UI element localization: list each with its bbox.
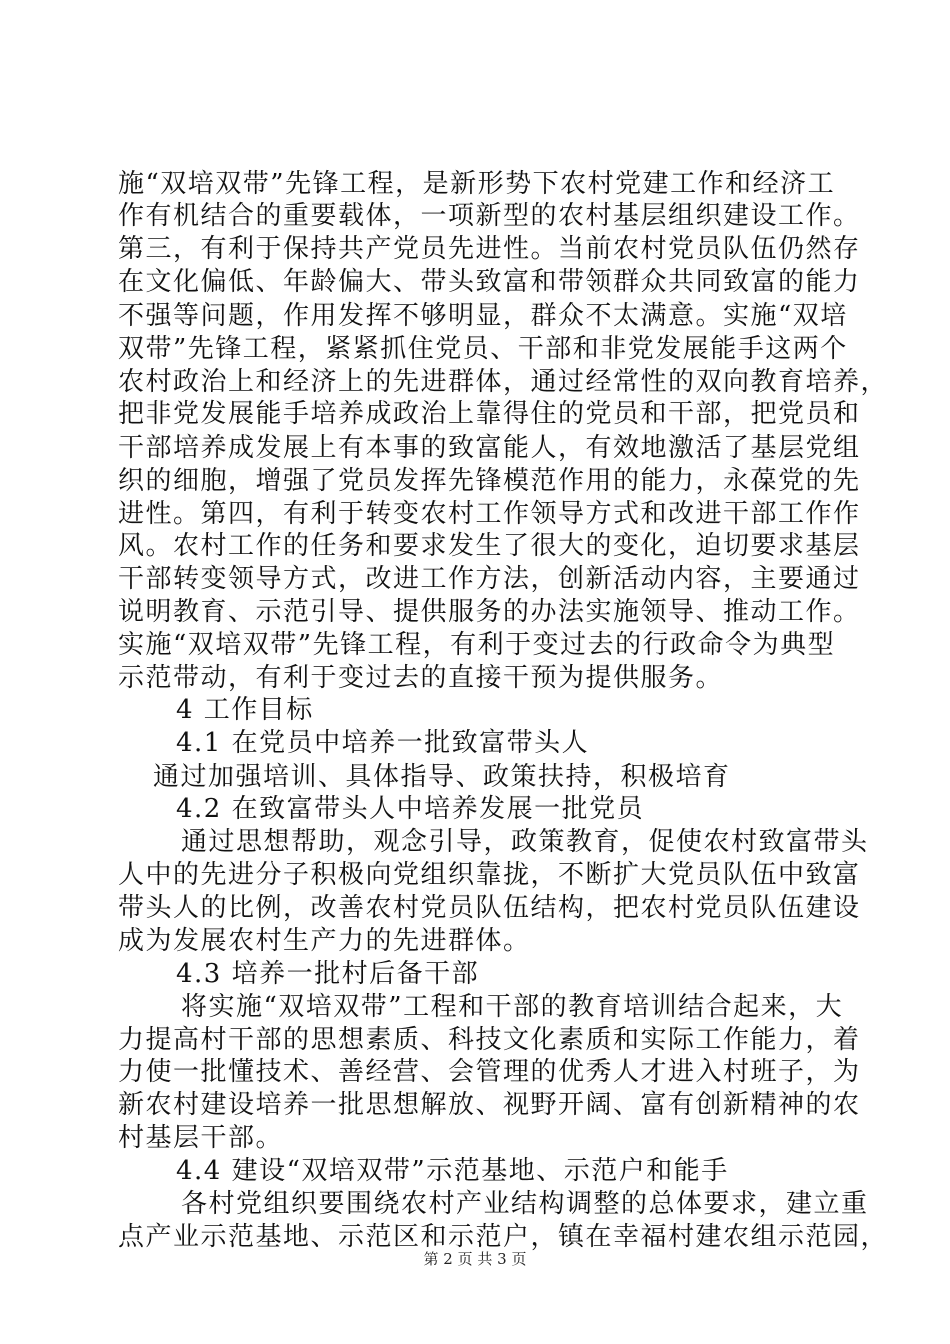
text-line: 把非党发展能手培养成政治上靠得住的党员和干部，把党员和 [118,399,861,429]
text-line: 施“双培双带”先锋工程，是新形势下农村党建工作和经济工 [118,169,836,199]
page-footer: 第 2 页 共 3 页 [423,1250,527,1268]
text-line: 在文化偏低、年龄偏大、带头致富和带领群众共同致富的能力 [118,267,861,297]
text-line: 各村党组织要围绕农村产业结构调整的总体要求，建立重 [181,1189,869,1219]
text-line: 通过思想帮助，观念引导，政策教育，促使农村致富带头 [181,827,869,857]
text-line: 力使一批懂技术、善经营、会管理的优秀人才进入村班子，为 [118,1057,861,1087]
text-line: 风。农村工作的任务和要求发生了很大的变化，迫切要求基层 [118,531,861,561]
text-line: 带头人的比例，改善农村党员队伍结构，把农村党员队伍建设 [118,893,861,923]
text-line: 成为发展农村生产力的先进群体。 [118,926,531,956]
text-line: 说明教育、示范引导、提供服务的办法实施领导、推动工作。 [118,597,861,627]
text-line: 农村政治上和经济上的先进群体，通过经常性的双向教育培养， [118,367,889,397]
text-line: 实施“双培双带”先锋工程，有利于变过去的行政命令为典型 [118,630,836,660]
text-line: 第三，有利于保持共产党员先进性。当前农村党员队伍仍然存 [118,234,861,264]
text-line: 干部培养成发展上有本事的致富能人，有效地激活了基层党组 [118,433,861,463]
text-line: 干部转变领导方式，改进工作方法，创新活动内容，主要通过 [118,564,861,594]
text-line: 人中的先进分子积极向党组织靠拢，不断扩大党员队伍中致富 [118,860,861,890]
text-line: 村基层干部。 [118,1123,284,1153]
text-line: 双带”先锋工程，紧紧抓住党员、干部和非党发展能手这两个 [118,334,848,364]
text-line: 新农村建设培养一批思想解放、视野开阔、富有创新精神的农 [118,1090,861,1120]
text-line: 4.2 在致富带头人中培养发展一批党员 [176,794,645,824]
text-line: 力提高村干部的思想素质、科技文化素质和实际工作能力，着 [118,1025,861,1055]
text-line: 4.4 建设“双培双带”示范基地、示范户和能手 [176,1156,729,1186]
text-line: 通过加强培训、具体指导、政策扶持，积极培育 [153,762,731,792]
text-line: 4 工作目标 [176,695,314,725]
text-line: 4.3 培养一批村后备干部 [176,959,480,989]
text-line: 作有机结合的重要载体，一项新型的农村基层组织建设工作。 [118,201,861,231]
text-line: 4.1 在党员中培养一批致富带头人 [176,728,590,758]
text-line: 进性。第四，有利于转变农村工作领导方式和改进干部工作作 [118,499,861,529]
text-line: 将实施“双培双带”工程和干部的教育培训结合起来，大 [181,992,844,1022]
text-line: 点产业示范基地、示范区和示范户，镇在幸福村建农组示范园， [118,1222,889,1252]
text-line: 示范带动，有利于变过去的直接干预为提供服务。 [118,663,724,693]
text-line: 不强等问题，作用发挥不够明显，群众不太满意。实施“双培 [118,301,848,331]
text-line: 织的细胞，增强了党员发挥先锋模范作用的能力，永葆党的先 [118,466,861,496]
